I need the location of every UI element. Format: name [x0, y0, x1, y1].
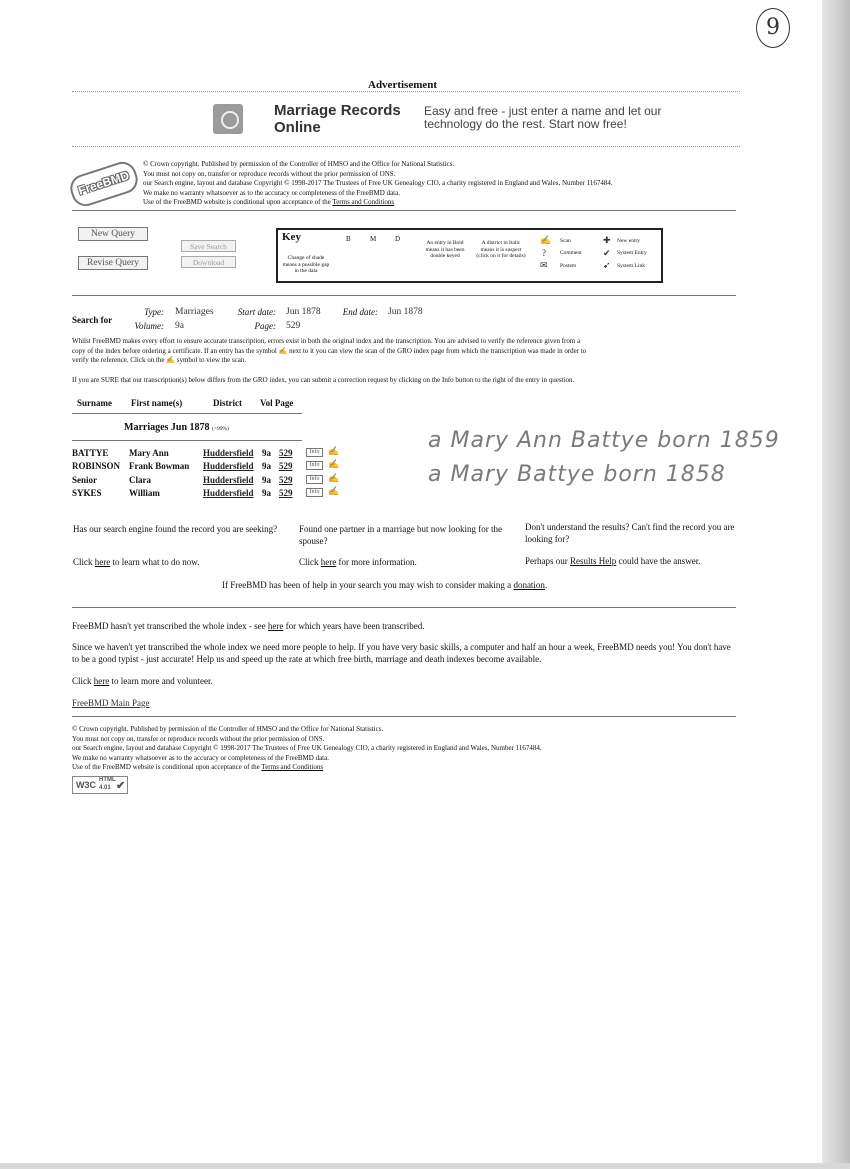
volunteer-text: FreeBMD hasn't yet transcribed the whole index - see: [72, 621, 266, 631]
copyright-line: We make no warranty whatsoever as to the accuracy or completeness of the FreeBMD data.: [143, 188, 400, 197]
cell-volume: 9a: [262, 448, 271, 458]
donation-line: [222, 579, 642, 591]
cell-first-names: Mary Ann: [129, 448, 169, 458]
volunteer-link[interactable]: here: [93, 676, 110, 686]
volume-label: Volume:: [134, 321, 164, 331]
w3c-text: W3C: [76, 780, 96, 790]
cell-surname: BATTYE: [72, 448, 109, 458]
cell-district-link[interactable]: Huddersfield: [203, 488, 254, 498]
help-spouse-link[interactable]: here: [320, 557, 337, 567]
advert-headline[interactable]: Marriage Records Online: [274, 102, 401, 136]
key-new-entry-label: New entry: [617, 238, 641, 244]
copyright-line: We make no warranty whatsoever as to the accuracy or completeness of the FreeBMD data.: [72, 753, 329, 762]
end-date-value: Jun 1878: [388, 307, 423, 317]
advertisement-title: Advertisement: [368, 79, 438, 91]
terms-link[interactable]: Terms and Conditions: [261, 763, 324, 771]
scan-bottom-edge: [0, 1163, 850, 1169]
divider: [72, 295, 736, 296]
key-bold-note: An entry in Bold means it has been double keyed: [425, 240, 465, 259]
help-text: to learn what to do now.: [112, 557, 200, 567]
scan-icon[interactable]: ✍: [328, 459, 340, 469]
info-button[interactable]: Info: [306, 448, 323, 457]
revise-query-button[interactable]: Revise Query: [78, 256, 148, 270]
key-legend: [276, 228, 663, 283]
end-date-label: End date:: [342, 307, 378, 317]
volume-value: 9a: [175, 321, 184, 331]
handwritten-note: a Mary Ann Battye born 1859: [428, 428, 780, 453]
scan-icon: ✍: [540, 235, 552, 245]
cell-district-link[interactable]: Huddersfield: [203, 475, 254, 485]
volunteer-text: Click: [72, 676, 92, 686]
scan-icon[interactable]: ✍: [328, 473, 340, 483]
notice-line: verify the reference. Click on the ✍ symbol to view the scan.: [72, 356, 247, 364]
notice-line: Whilst FreeBMD makes every effort to ensure accurate transcription, errors exist in both the original index and the transcription. You are advised to verify the reference given from a: [72, 337, 581, 345]
terms-prefix: Use of the FreeBMD website is conditional upon acceptance of the: [72, 763, 260, 771]
cell-surname: Senior: [72, 475, 98, 485]
copyright-line: You must not copy on, transfer or reproduce records without the prior permission of ONS.: [143, 169, 396, 178]
donation-link[interactable]: donation: [513, 580, 545, 590]
key-postem-label: Postem: [560, 263, 577, 269]
divider: [72, 146, 740, 147]
new-entry-icon: ✚: [603, 235, 611, 245]
divider: [72, 91, 740, 92]
html-text: HTML: [99, 777, 116, 783]
handwritten-note: a Mary Battye born 1858: [428, 462, 726, 487]
key-death: D: [395, 235, 401, 243]
help-results-question: Don't understand the results? Can't find the record you are looking for?: [525, 522, 735, 544]
cell-volume: 9a: [262, 461, 271, 471]
volunteer-action: [72, 675, 472, 687]
help-text: Click: [299, 557, 319, 567]
save-search-button[interactable]: Save Search: [181, 240, 236, 252]
copyright-notice: [143, 160, 733, 208]
cell-first-names: Clara: [129, 475, 151, 485]
cell-first-names: Frank Bowman: [129, 461, 190, 471]
volunteer-appeal: Since we haven't yet transcribed the whole index we need more people to help. If you have very basic skills, a computer and half an hour a week, FreeBMD needs you! You don't have to be a good typist - just accurate! Help us and speed up the rate at which free birth, marriage and death indexes become available.: [72, 642, 731, 664]
download-button[interactable]: Download: [181, 256, 236, 268]
cell-volume: 9a: [262, 475, 271, 485]
divider: [72, 716, 736, 717]
info-button[interactable]: Info: [306, 475, 323, 484]
page-value: 529: [286, 321, 301, 331]
divider: [72, 210, 736, 211]
accuracy-notice: [72, 337, 732, 366]
system-link-icon: ➹: [603, 260, 611, 270]
advert-text[interactable]: Easy and free - just enter a name and let our technology do the rest. Start now free!: [424, 104, 662, 131]
start-date-value: Jun 1878: [286, 307, 321, 317]
column-surname: Surname: [77, 398, 113, 408]
key-system-entry-label: System Entry: [617, 250, 647, 256]
donation-text: If FreeBMD has been of help in your search you may wish to consider making a: [222, 580, 512, 590]
section-accuracy: (>99%): [212, 426, 229, 432]
key-italic-note: A district in Italic means it is suspect (click on it for details): [476, 240, 526, 259]
cell-page-link[interactable]: 529: [279, 461, 293, 471]
info-button[interactable]: Info: [306, 488, 323, 497]
copyright-line: [143, 198, 733, 208]
cell-first-names: William: [129, 488, 160, 498]
search-for-label: Search for: [72, 315, 113, 325]
comment-icon: ?: [542, 248, 546, 258]
column-district: District: [213, 398, 242, 408]
cell-surname: SYKES: [72, 488, 102, 498]
divider: [72, 413, 302, 414]
volunteer-text: for which years have been transcribed.: [285, 621, 425, 631]
w3c-html-badge[interactable]: [72, 776, 128, 794]
help-found-link[interactable]: here: [94, 557, 111, 567]
terms-link[interactable]: Terms and Conditions: [332, 198, 395, 206]
info-button[interactable]: Info: [306, 461, 323, 470]
transcribed-years-link[interactable]: here: [267, 621, 284, 631]
advert-logo-icon[interactable]: [213, 104, 243, 134]
cell-page-link[interactable]: 529: [279, 488, 293, 498]
key-system-link-label: System Link: [617, 263, 645, 269]
copyright-notice-footer: [72, 725, 672, 773]
scan-icon[interactable]: ✍: [328, 486, 340, 496]
transcription-status: [72, 620, 732, 632]
key-shade-note: Change of shade means a possible gap in the data: [282, 255, 330, 274]
help-text: could have the answer.: [618, 556, 701, 566]
cell-district-link[interactable]: Huddersfield: [203, 461, 254, 471]
cell-page-link[interactable]: 529: [279, 475, 293, 485]
copyright-line: © Crown copyright. Published by permission of the Controller of HMSO and the Office for National Statistics.: [143, 160, 455, 168]
checkmark-icon: ✔: [116, 780, 126, 792]
notice-line: copy of the index before ordering a certificate. If an entry has the symbol ✍ next to it you can view the scan of the GRO index page from which the transcription was made in order to: [72, 346, 587, 355]
section-title: [124, 422, 229, 433]
key-birth: B: [346, 235, 351, 243]
key-scan-label: Scan: [560, 238, 571, 244]
type-label: Type:: [144, 307, 164, 317]
copyright-line: [72, 763, 672, 773]
new-query-button[interactable]: New Query: [78, 227, 148, 241]
help-text: for more information.: [338, 557, 417, 567]
divider: [72, 607, 736, 608]
html-version: 4.01: [99, 785, 111, 791]
help-spouse-action: [299, 556, 514, 568]
cell-surname: ROBINSON: [72, 461, 121, 471]
cell-page-link[interactable]: 529: [279, 448, 293, 458]
copyright-line: our Search engine, layout and database Copyright © 1998-2017 The Trustees of Free UK Genealogy CIO, a charity registered in England and Wales, Number 1167484.: [143, 179, 613, 187]
terms-prefix: Use of the FreeBMD website is conditional upon acceptance of the: [143, 198, 331, 206]
system-entry-icon: ✔: [603, 248, 611, 258]
correction-notice: If you are SURE that our transcription(s) below differs from the GRO index, you can submit a correction request by clicking on the Info button to the right of the entry in question.: [72, 376, 575, 384]
key-marriage: M: [370, 235, 377, 243]
copyright-line: our Search engine, layout and database Copyright © 1998-2017 The Trustees of Free UK Genealogy CIO, a charity registered in England and Wales, Number 1167484.: [72, 744, 542, 752]
volunteer-text: to learn more and volunteer.: [111, 676, 213, 686]
scan-icon[interactable]: ✍: [328, 446, 340, 456]
key-comment-label: Comment: [560, 250, 582, 256]
freebmd-logo: FreeBMD: [67, 158, 142, 209]
help-found-action: [73, 556, 288, 568]
divider: [72, 440, 302, 441]
copyright-line: You must not copy on, transfer or reproduce records without the prior permission of ONS.: [72, 734, 325, 743]
column-vol-page: Vol Page: [260, 398, 294, 408]
help-found-question: Has our search engine found the record you are seeking?: [73, 524, 278, 534]
help-spouse-question: Found one partner in a marriage but now looking for the spouse?: [299, 524, 502, 546]
section-title-text: Marriages Jun 1878: [124, 422, 210, 433]
page-label: Page:: [254, 321, 276, 331]
copyright-line: © Crown copyright. Published by permission of the Controller of HMSO and the Office for National Statistics.: [72, 725, 384, 733]
type-value: Marriages: [175, 307, 214, 317]
postem-icon: ✉: [540, 260, 548, 270]
donation-text: .: [544, 580, 548, 590]
scan-right-edge: [822, 0, 850, 1169]
help-text: Click: [73, 557, 93, 567]
help-results-action: [525, 555, 740, 567]
freebmd-main-page-link[interactable]: FreeBMD Main Page: [72, 698, 150, 708]
cell-district-link[interactable]: Huddersfield: [203, 448, 254, 458]
column-first-names: First name(s): [131, 398, 183, 408]
help-text: Perhaps our: [525, 556, 568, 566]
key-title: Key: [282, 231, 301, 243]
start-date-label: Start date:: [237, 307, 276, 317]
cell-volume: 9a: [262, 488, 271, 498]
results-help-link[interactable]: Results Help: [570, 556, 617, 566]
page-number: 9: [756, 8, 790, 48]
